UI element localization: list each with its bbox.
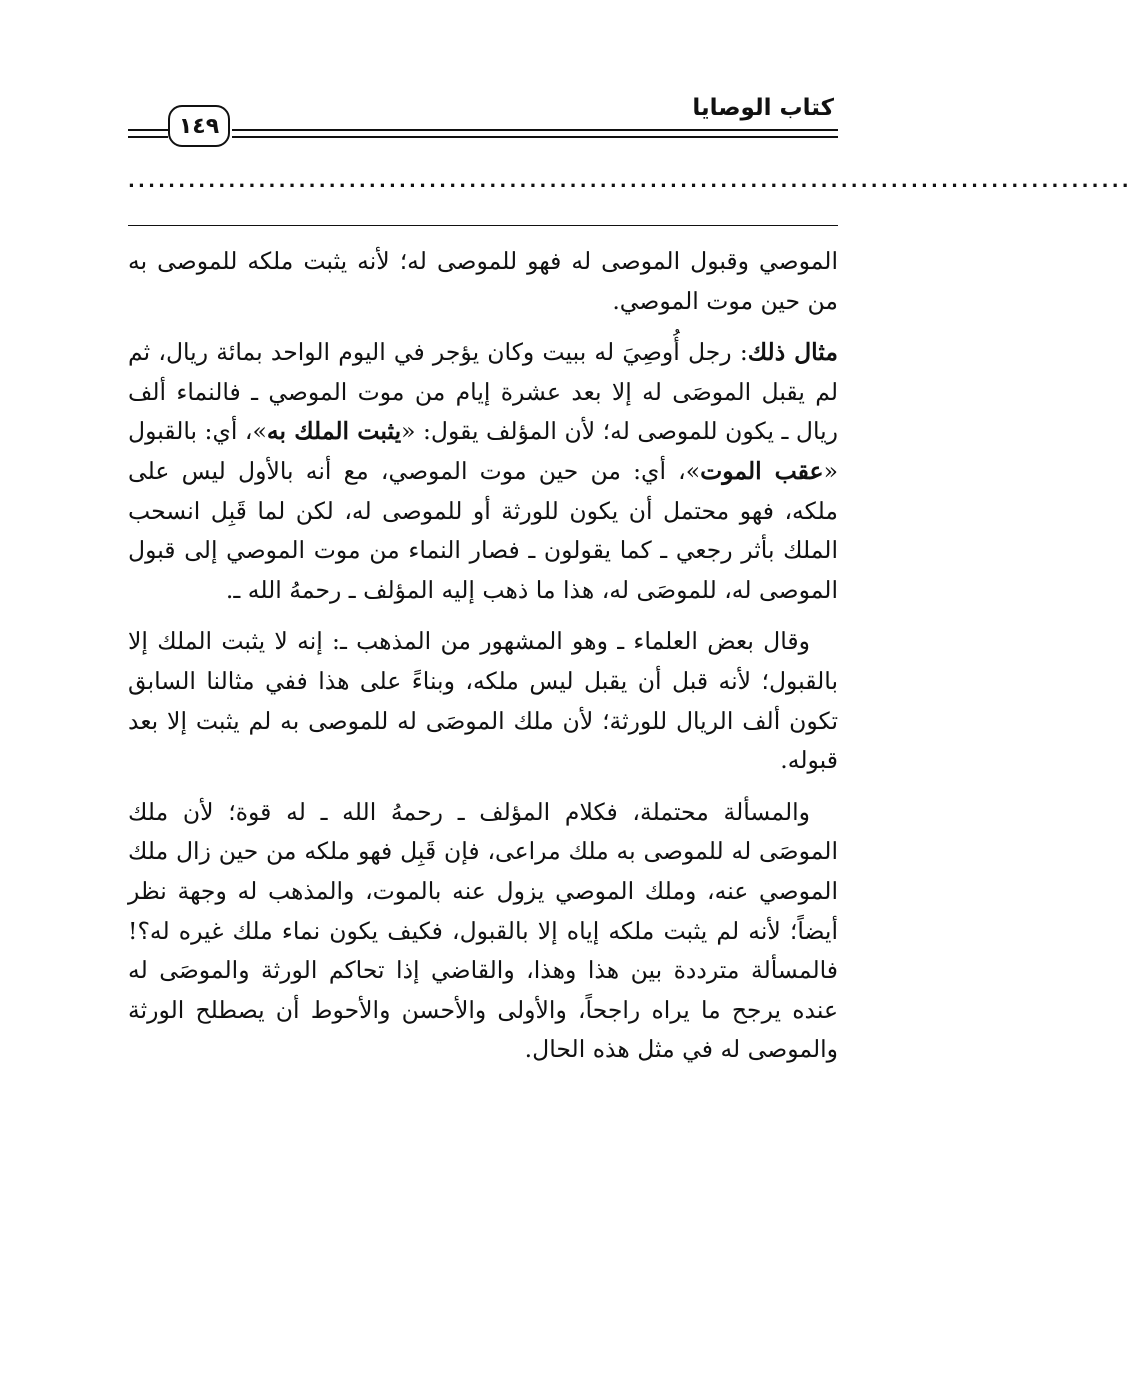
page-number: ١٤٩ xyxy=(168,105,230,147)
paragraph-4 xyxy=(128,793,838,1070)
body-text xyxy=(128,242,838,1082)
text-segment: »، أي: من حين موت الموصي، مع أنه بالأول ليس على ملكه، فهو محتمل أن يكون للورثة أو للموصى له، لكن لما قَبِل انسحب الملك بأثر رجعي ـ كما يقولون ـ فصار النماء من موت الموصي إلى قبول الموصى له، للموصَى له، هذا ما ذهب إليه المؤلف ـ رحمهُ الله ـ. xyxy=(128,456,838,604)
paragraph-2 xyxy=(128,333,838,610)
paragraph-1 xyxy=(128,242,838,321)
page-header xyxy=(128,95,838,155)
text-segment: الموصي وقبول الموصى له فهو للموصى له؛ لأنه يثبت ملكه للموصى به من حين موت الموصي. xyxy=(128,247,838,315)
header-separator xyxy=(128,225,838,226)
book-title: كتاب الوصايا xyxy=(692,95,834,121)
text-segment: والمسألة محتملة، فكلام المؤلف ـ رحمهُ الله ـ له قوة؛ لأن ملك الموصَى له للموصى به ملك مراعى، فإن قَبِل فهو ملكه من حين زال ملك الموصي عنه، وملك الموصي يزول عنه بالموت، والمذهب له وجهة نظر أيضاً؛ لأنه لم يثبت ملكه إياه إلا بالقبول، فكيف يكون نماء ملك غيره له؟! فالمسألة مترددة بين هذا وهذا، والقاضي إذا تحاكم الورثة والموصَى له عنده يرجح ما يراه راجحاً، والأولى والأحسن والأحوط أن يصطلح الورثة والموصى له في مثل هذه الحال. xyxy=(128,797,838,1064)
text-segment: : رجل أُوصِيَ له ببيت وكان يؤجر في اليوم الواحد بمائة ريال، ثم لم يقبل الموصَى له إلا بعد عشرة إيام من موت الموصي ـ فالنماء ألف ريال ـ يكون للموصى له؛ لأن المؤلف يقول: « xyxy=(128,338,839,446)
paragraph-3 xyxy=(128,622,838,780)
quote-bold: عقب الموت xyxy=(700,456,824,485)
header-rule-left-lower xyxy=(128,136,168,138)
dotted-line: .................................................................................................... xyxy=(128,171,1132,192)
example-heading: مثال ذلك xyxy=(747,338,838,367)
text-segment: وقال بعض العلماء ـ وهو المشهور من المذهب ـ: إنه لا يثبت الملك إلا بالقبول؛ لأنه قبل أن يقبل ليس ملكه، وبناءً على هذا ففي مثالنا السابق تكون ألف الريال للورثة؛ لأن ملك الموصَى له للموصى به لم يثبت إلا بعد قبوله. xyxy=(128,627,838,775)
text-segment: »، أي: بالقبول « xyxy=(128,417,838,485)
header-rule-upper xyxy=(232,129,838,131)
quote-bold: يثبت الملك به xyxy=(266,417,402,446)
header-rule-lower xyxy=(232,136,838,138)
header-rule-left-upper xyxy=(128,129,168,131)
